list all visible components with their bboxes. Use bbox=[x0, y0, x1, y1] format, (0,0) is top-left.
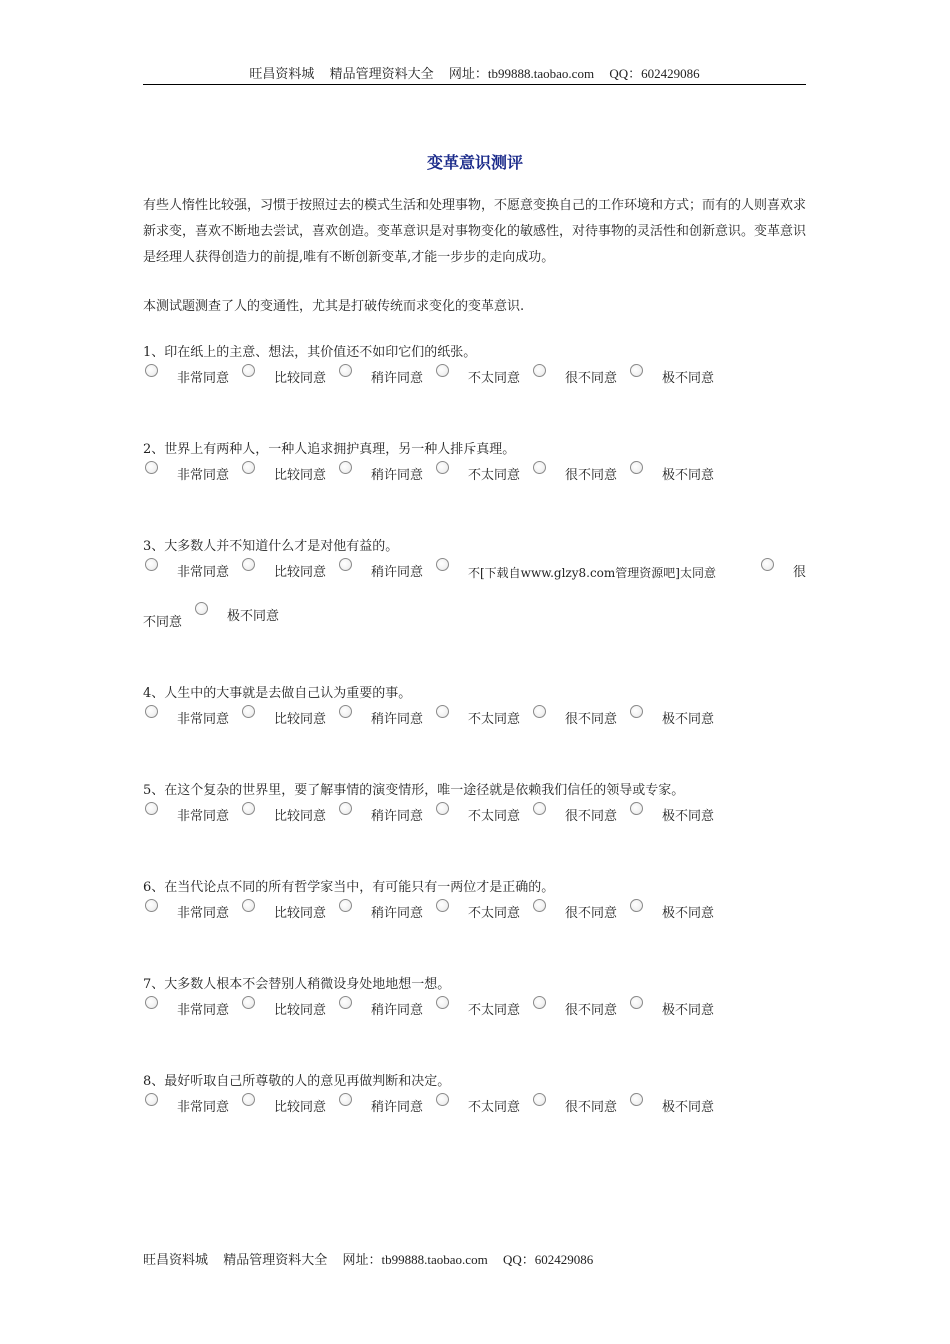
question-text: 6、在当代论点不同的所有哲学家当中，有可能只有一两位才是正确的。 bbox=[143, 880, 555, 895]
answer-options bbox=[143, 802, 808, 828]
radio-button[interactable] bbox=[242, 705, 255, 718]
radio-button[interactable] bbox=[630, 705, 643, 718]
radio-button[interactable] bbox=[533, 1093, 546, 1106]
radio-button[interactable] bbox=[145, 705, 158, 718]
intro-paragraph: 有些人惰性比较强，习惯于按照过去的模式生活和处理事物，不愿意变换自己的工作环境和方式；而有的人则喜欢求新求变，喜欢不断地去尝试，喜欢创造。变革意识是对事物变化的敏感性，对待事物的灵活性和创新意识。变革意识是经理人获得创造力的前提,唯有不断创新变革,才能一步步的走向成功。 bbox=[143, 198, 807, 265]
radio-button[interactable] bbox=[242, 461, 255, 474]
option-label: 很 bbox=[793, 565, 807, 580]
option-label: 极不同意 bbox=[662, 712, 715, 727]
option-label: 不太同意 bbox=[468, 1003, 521, 1018]
radio-button[interactable] bbox=[339, 899, 352, 912]
question-text: 2、世界上有两种人，一种人追求拥护真理，另一种人排斥真理。 bbox=[143, 442, 516, 457]
radio-button[interactable] bbox=[436, 899, 449, 912]
radio-button[interactable] bbox=[145, 899, 158, 912]
page-title: 变革意识测评 bbox=[426, 153, 523, 172]
option-label: 稍许同意 bbox=[371, 468, 424, 483]
option-label: 非常同意 bbox=[177, 371, 230, 386]
radio-button[interactable] bbox=[339, 364, 352, 377]
option-label: 比较同意 bbox=[274, 906, 327, 921]
question-text: 3、大多数人并不知道什么才是对他有益的。 bbox=[143, 539, 399, 554]
option-label: 比较同意 bbox=[274, 468, 327, 483]
radio-button[interactable] bbox=[339, 1093, 352, 1106]
option-label: 不太同意 bbox=[468, 906, 521, 921]
test-note: 本测试题测查了人的变通性，尤其是打破传统而求变化的变革意识. bbox=[143, 299, 525, 314]
header-site: 网址：tb99888.taobao.com bbox=[448, 66, 595, 81]
radio-button[interactable] bbox=[195, 602, 208, 615]
radio-button[interactable] bbox=[436, 705, 449, 718]
option-label: 不[下载自www.glzy8.com管理资源吧]太同意 bbox=[468, 566, 716, 580]
option-label-continued: 不同意 bbox=[143, 615, 183, 630]
option-label: 比较同意 bbox=[274, 565, 327, 580]
header-slogan: 精品管理资料大全 bbox=[329, 66, 434, 81]
answer-options bbox=[143, 558, 808, 634]
radio-button[interactable] bbox=[436, 802, 449, 815]
option-label: 极不同意 bbox=[662, 809, 715, 824]
question-2 bbox=[143, 439, 808, 487]
option-label: 稍许同意 bbox=[371, 712, 424, 727]
answer-options bbox=[143, 705, 808, 731]
radio-button[interactable] bbox=[630, 364, 643, 377]
radio-button[interactable] bbox=[339, 802, 352, 815]
radio-button[interactable] bbox=[145, 558, 158, 571]
footer-site: 网址：tb99888.taobao.com bbox=[342, 1252, 488, 1267]
radio-button[interactable] bbox=[533, 705, 546, 718]
radio-button[interactable] bbox=[242, 996, 255, 1009]
option-label: 很不同意 bbox=[565, 371, 618, 386]
question-7 bbox=[143, 974, 808, 1022]
question-text: 8、最好听取自己所尊敬的人的意见再做判断和决定。 bbox=[143, 1074, 451, 1089]
option-label: 不太同意 bbox=[468, 468, 521, 483]
option-label: 很不同意 bbox=[565, 1003, 618, 1018]
option-label: 稍许同意 bbox=[371, 371, 424, 386]
option-label: 极不同意 bbox=[662, 371, 715, 386]
question-text: 5、在这个复杂的世界里，要了解事情的演变情形，唯一途径就是依赖我们信任的领导或专家。 bbox=[143, 783, 685, 798]
option-label: 非常同意 bbox=[177, 1003, 230, 1018]
radio-button[interactable] bbox=[533, 802, 546, 815]
radio-button[interactable] bbox=[242, 802, 255, 815]
page-header bbox=[143, 66, 806, 85]
footer-shop: 旺昌资料城 bbox=[143, 1252, 209, 1267]
question-8 bbox=[143, 1071, 808, 1119]
radio-button[interactable] bbox=[436, 558, 449, 571]
answer-options bbox=[143, 461, 808, 487]
option-label: 极不同意 bbox=[662, 1003, 715, 1018]
option-label: 非常同意 bbox=[177, 565, 230, 580]
option-label: 比较同意 bbox=[274, 712, 327, 727]
option-label: 不太同意 bbox=[468, 809, 521, 824]
option-label: 不太同意 bbox=[468, 712, 521, 727]
option-label: 很不同意 bbox=[565, 906, 618, 921]
answer-options bbox=[143, 1093, 808, 1119]
radio-button[interactable] bbox=[339, 996, 352, 1009]
option-label: 非常同意 bbox=[177, 468, 230, 483]
answer-options bbox=[143, 996, 808, 1022]
radio-button[interactable] bbox=[436, 1093, 449, 1106]
radio-button[interactable] bbox=[339, 558, 352, 571]
option-label: 极不同意 bbox=[662, 1100, 715, 1115]
radio-button[interactable] bbox=[339, 705, 352, 718]
question-text: 1、印在纸上的主意、想法，其价值还不如印它们的纸张。 bbox=[143, 345, 477, 360]
radio-button[interactable] bbox=[630, 899, 643, 912]
option-label: 非常同意 bbox=[177, 1100, 230, 1115]
radio-button[interactable] bbox=[533, 899, 546, 912]
option-label: 非常同意 bbox=[177, 712, 230, 727]
radio-button[interactable] bbox=[242, 1093, 255, 1106]
radio-button[interactable] bbox=[630, 1093, 643, 1106]
radio-button[interactable] bbox=[436, 996, 449, 1009]
option-label: 不太同意 bbox=[468, 1100, 521, 1115]
radio-button[interactable] bbox=[145, 802, 158, 815]
option-label: 极不同意 bbox=[662, 468, 715, 483]
option-label: 比较同意 bbox=[274, 1003, 327, 1018]
option-label: 非常同意 bbox=[177, 809, 230, 824]
option-label: 比较同意 bbox=[274, 1100, 327, 1115]
radio-button[interactable] bbox=[630, 461, 643, 474]
radio-button[interactable] bbox=[242, 899, 255, 912]
question-4 bbox=[143, 683, 808, 731]
radio-button[interactable] bbox=[242, 364, 255, 377]
radio-button[interactable] bbox=[436, 364, 449, 377]
option-label: 稍许同意 bbox=[371, 809, 424, 824]
radio-button[interactable] bbox=[533, 461, 546, 474]
option-label: 很不同意 bbox=[565, 712, 618, 727]
option-label: 很不同意 bbox=[565, 1100, 618, 1115]
radio-button[interactable] bbox=[436, 461, 449, 474]
radio-button[interactable] bbox=[145, 364, 158, 377]
radio-button[interactable] bbox=[630, 996, 643, 1009]
page-footer bbox=[143, 1249, 605, 1268]
option-label: 极不同意 bbox=[227, 609, 280, 624]
footer-qq: QQ：602429086 bbox=[502, 1252, 594, 1267]
option-label: 稍许同意 bbox=[371, 565, 424, 580]
question-3 bbox=[143, 536, 808, 634]
radio-button[interactable] bbox=[339, 461, 352, 474]
header-shop: 旺昌资料城 bbox=[249, 66, 315, 81]
option-label: 稍许同意 bbox=[371, 1100, 424, 1115]
radio-button[interactable] bbox=[145, 461, 158, 474]
radio-button[interactable] bbox=[533, 996, 546, 1009]
option-label: 非常同意 bbox=[177, 906, 230, 921]
option-label: 不太同意 bbox=[468, 371, 521, 386]
question-1 bbox=[143, 342, 808, 390]
option-label: 极不同意 bbox=[662, 906, 715, 921]
radio-button[interactable] bbox=[761, 558, 774, 571]
question-text: 4、人生中的大事就是去做自己认为重要的事。 bbox=[143, 686, 412, 701]
question-text: 7、大多数人根本不会替别人稍微设身处地地想一想。 bbox=[143, 977, 451, 992]
radio-button[interactable] bbox=[145, 1093, 158, 1106]
option-label: 很不同意 bbox=[565, 809, 618, 824]
option-label: 比较同意 bbox=[274, 371, 327, 386]
answer-options bbox=[143, 899, 808, 925]
question-5 bbox=[143, 780, 808, 828]
question-6 bbox=[143, 877, 808, 925]
radio-button[interactable] bbox=[242, 558, 255, 571]
answer-options bbox=[143, 364, 808, 390]
header-qq: QQ：602429086 bbox=[609, 66, 700, 81]
option-label: 很不同意 bbox=[565, 468, 618, 483]
option-label: 比较同意 bbox=[274, 809, 327, 824]
option-label: 稍许同意 bbox=[371, 1003, 424, 1018]
radio-button[interactable] bbox=[145, 996, 158, 1009]
footer-slogan: 精品管理资料大全 bbox=[223, 1252, 328, 1267]
option-label: 稍许同意 bbox=[371, 906, 424, 921]
radio-button[interactable] bbox=[630, 802, 643, 815]
radio-button[interactable] bbox=[533, 364, 546, 377]
